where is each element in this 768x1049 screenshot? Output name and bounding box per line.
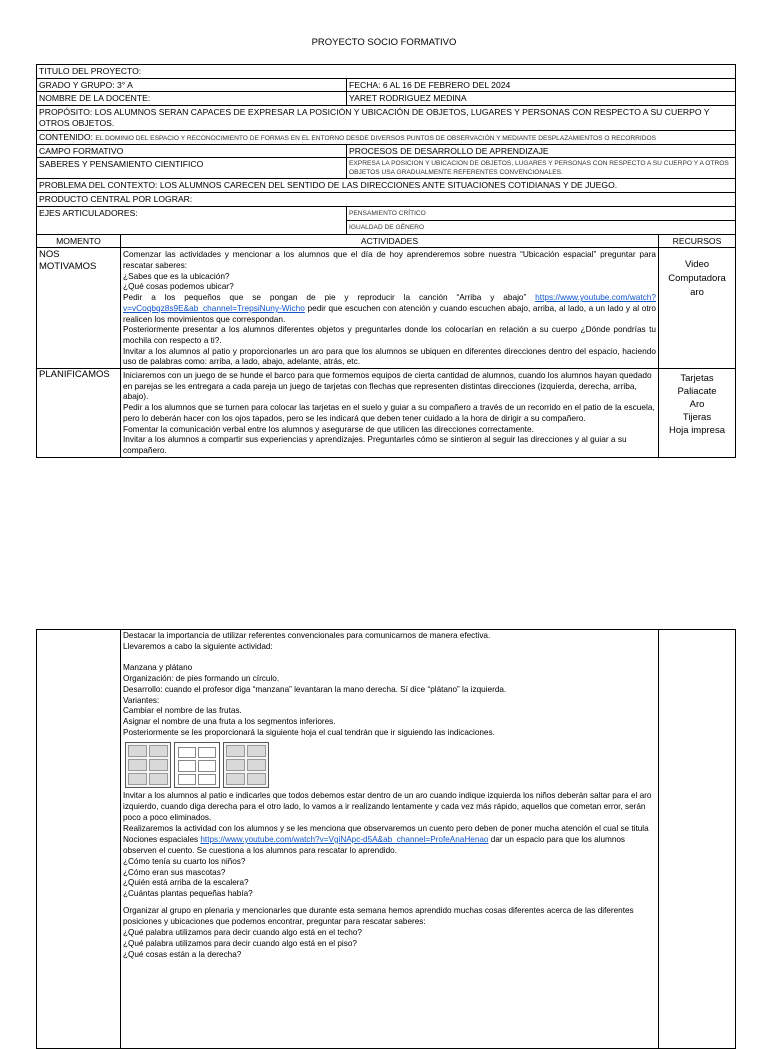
- vehicle-icon: [149, 745, 168, 757]
- eje-1: PENSAMIENTO CRÍTICO: [347, 207, 735, 221]
- paragraph: Pedir a los alumnos que se turnen para colocar las tarjetas en el suelo y guiar a su compañero a través de un recorrido en el patio de la escuela, pero lo deberán hacer con los ojos tapados, pero se les indicará que deben tener cuidado a la hora de dirigir a su compañero.: [123, 402, 655, 423]
- paragraph: Asignar el nombre de una fruta a los segmentos inferiores.: [123, 717, 336, 727]
- saberes-label: SABERES Y PENSAMIENTO CIENTIFICO: [37, 158, 347, 179]
- row-problema: [37, 179, 736, 193]
- cuento-link[interactable]: https://www.youtube.com/watch?v=VgiNApc-d5A&ab_channel=ProfeAnaHenao: [200, 834, 489, 844]
- paragraph: Organizar al grupo en plenaria y mencionarles que durante esta semana hemos aprendido muchas cosas diferentes acerca de las diferentes posiciones y ubicaciones que podemos encontrar, preguntar para rescatar saberes:: [123, 906, 634, 927]
- worksheet-right-panel: [223, 742, 269, 788]
- question: ¿Cómo eran sus mascotas?: [123, 867, 226, 877]
- row-grado: [37, 78, 736, 92]
- question: ¿Qué palabra utilizamos para decir cuando algo está en el piso?: [123, 938, 357, 948]
- question: ¿Qué cosas están a la derecha?: [123, 949, 242, 959]
- momento-line: NOS: [39, 249, 60, 261]
- row-campo: [37, 144, 736, 158]
- fecha-cell: FECHA: 6 AL 16 DE FEBRERO DEL 2024: [347, 78, 736, 92]
- paragraph-text: pedir que escuchen con atención y cuando escuchen abajo, arriba, al lado, a un lado y al otro realicen los movimientos que correspondan.: [123, 302, 656, 324]
- vehicle-icon: [128, 745, 147, 757]
- animal-icon: [247, 745, 266, 757]
- animal-icon: [247, 759, 266, 771]
- recurso-item: Tijeras: [682, 412, 712, 424]
- campo-label: CAMPO FORMATIVO: [37, 144, 347, 158]
- paragraph-text: Pedir a los pequeños que se pongan de pie y reproducir la canción “Arriba y abajo”: [123, 292, 527, 303]
- paragraph: Invitar a los alumnos a compartir sus experiencias y aprendizajes. Preguntarles cómo se sintieron al seguir las direcciones y al guiar a su compañero.: [123, 434, 627, 455]
- ejes-label: EJES ARTICULADORES:: [37, 206, 347, 234]
- paragraph: Llevaremos a cabo la siguiente actividad:: [123, 641, 273, 651]
- docente-value: YARET RODRIGUEZ MEDINA: [347, 92, 736, 106]
- momento-motivamos: [37, 248, 121, 369]
- col-actividades: ACTIVIDADES: [121, 234, 659, 248]
- actividades-planificamos: [121, 369, 659, 458]
- momento-line: MOTIVAMOS: [39, 261, 97, 273]
- recursos-empty: [659, 630, 736, 1049]
- row-producto: [37, 192, 736, 206]
- paragraph: Invitar a los alumnos al patio e indicarles que todos debemos estar dentro de un aro cuando indique izquierda los niños deberán saltar para el aro izquierdo, cuando diga derecha para el otro lado, lo vamos a ir realizando lentamente y cada vez más rápido, aquellos que cometan error, serán poco a poco eliminados.: [123, 791, 652, 822]
- paragraph: Posteriormente presentar a los alumnos diferentes objetos y preguntarles donde los colocarían en relación a su cuerpo ¿Dónde pondrías tu mochila con respecto a ti?.: [123, 324, 656, 345]
- col-momento: MOMENTO: [37, 234, 121, 248]
- recurso-item: Hoja impresa: [669, 425, 725, 437]
- animal-icon: [226, 759, 245, 771]
- recurso-item: aro: [690, 287, 704, 299]
- procesos-value: EXPRESA LA POSICION Y UBICACION DE OBJETOS, LUGARES Y PERSONAS CON RESPECTO A SU CUERPO Y A OTROS OBJETOS USA GRADUALMENTE REFERENTES CONVENCIONALES.: [347, 158, 736, 179]
- paragraph: Destacar la importancia de utilizar referentes convencionales para comunicarnos de manera efectiva.: [123, 631, 491, 640]
- spacer: [123, 653, 656, 663]
- worksheet-image: [125, 742, 656, 788]
- contenido-value: EL DOMINIO DEL ESPACIO Y RECONOCIMIENTO DE FORMAS EN EL ENTORNO DESDE DIVERSOS PUNTOS DE OBSERVACIÓN Y MEDIANTE DESPLAZAMIENTOS O RECORRIDOS: [95, 134, 657, 142]
- procesos-label: PROCESOS DE DESARROLLO DE APRENDIZAJE: [347, 144, 736, 158]
- row-docente: [37, 92, 736, 106]
- row-ejes: [37, 206, 736, 234]
- project-table: [36, 64, 736, 458]
- recurso-item: Computadora: [668, 273, 726, 285]
- paragraph-text: dar un espacio para que los alumnos observen el cuento. Se cuestiona a los alumnos para rescatar lo aprendido.: [123, 834, 626, 855]
- recurso-item: Paliacate: [677, 386, 717, 398]
- animal-icon: [226, 773, 245, 785]
- col-recursos: RECURSOS: [659, 234, 736, 248]
- paragraph-text: Realizaremos la actividad con los alumnos y se les menciona que observaremos un cuento pero deben de poner mucha atención el cual se titula Nociones espaciales: [123, 823, 649, 844]
- recurso-item: Video: [684, 259, 710, 271]
- recurso-item: Aro: [689, 399, 705, 411]
- paragraph: Invitar a los alumnos al patio y proporcionarles un aro para que los alumnos se ubiquen en diferentes direcciones dentro del espacio, haciendo uso de palabras como: arriba, a lado, abajo, adelante, atrás, etc.: [123, 345, 656, 367]
- paragraph: Organización: de pies formando un círculo.: [123, 673, 280, 683]
- continuation-table: [36, 629, 736, 1049]
- worksheet-middle-panel: [174, 742, 220, 788]
- grado-cell: GRADO Y GRUPO: 3° A: [37, 78, 347, 92]
- row-proposito: [37, 106, 736, 130]
- contenido-cell: [37, 130, 736, 144]
- momento-planificamos: PLANIFICAMOS: [37, 369, 121, 458]
- producto-cell: PRODUCTO CENTRAL POR LOGRAR:: [37, 192, 736, 206]
- paragraph: [123, 292, 656, 324]
- row-titulo: [37, 65, 736, 79]
- question: ¿Cuántas plantas pequeñas había?: [123, 889, 253, 899]
- paragraph: Comenzar las actividades y mencionar a los alumnos que el día de hoy aprenderemos sobre nuestra “Ubicación espacial” preguntar para rescatar saberes:: [123, 249, 656, 271]
- row-motivamos: [37, 248, 736, 369]
- question: ¿Qué palabra utilizamos para decir cuando algo está en el techo?: [123, 928, 362, 938]
- docente-label: NOMBRE DE LA DOCENTE:: [37, 92, 347, 106]
- actividades-motivamos: [121, 248, 659, 369]
- worksheet-left-panel: [125, 742, 171, 788]
- question: ¿Quién está arriba de la escalera?: [123, 878, 249, 888]
- game-title: Manzana y plátano: [123, 662, 193, 672]
- paragraph: [123, 824, 656, 857]
- vehicle-icon: [149, 773, 168, 785]
- question: ¿Cómo tenía su cuarto los niños?: [123, 856, 246, 866]
- question: ¿Sabes que es la ubicación?: [123, 270, 230, 281]
- row-saberes: [37, 158, 736, 179]
- titulo-cell: TITULO DEL PROYECTO:: [37, 65, 736, 79]
- vehicle-icon: [128, 759, 147, 771]
- row-continuation: [37, 630, 736, 1049]
- paragraph: Cambiar el nombre de las frutas.: [123, 706, 242, 716]
- document-title: PROYECTO SOCIO FORMATIVO: [311, 37, 457, 48]
- row-contenido: [37, 130, 736, 144]
- ejes-values: [347, 206, 736, 234]
- contenido-label: CONTENIDO:: [39, 131, 93, 142]
- proposito-cell: PROPÓSITO: LOS ALUMNOS SERAN CAPACES DE EXPRESAR LA POSICIÓN Y UBICACIÓN DE OBJETOS, LUGARES Y PERSONAS CON RESPECTO A SU CUERPO Y OTROS OBJETOS.: [37, 106, 736, 130]
- eje-2: IGUALDAD DE GÉNERO: [349, 223, 425, 231]
- actividades-continuation: [121, 630, 659, 1049]
- row-planificamos: [37, 369, 736, 458]
- paragraph: Posteriormente se les proporcionará la siguiente hoja el cual tendrán que ir siguiendo las indicaciones.: [123, 728, 495, 738]
- vehicle-icon: [128, 773, 147, 785]
- paragraph: Iniciaremos con un juego de se hunde el barco para que formemos equipos de cierta cantidad de alumnos, cuando los alumnos hayan quedado en parejas se les entregara a cada pareja un juego de tarjetas con flechas que representen distintas direcciones (izquierda, derecha, arriba, abajo).: [123, 370, 652, 402]
- recursos-motivamos: [659, 248, 736, 369]
- momento-empty: [37, 630, 121, 1049]
- recursos-planificamos: [659, 369, 736, 458]
- paragraph: Fomentar la comunicación verbal entre los alumnos y asegurarse de que utilicen las direcciones correctamente.: [123, 423, 534, 434]
- song-link[interactable]: https://www.youtube.com/watch?v=vCoqbqz8s9E&ab_channel=TrepsiNuny-Wicho: [123, 292, 656, 313]
- paragraph: Desarrollo: cuando el profesor diga “manzana” levantaran la mano derecha. Sí dice “plátano” la izquierda.: [123, 684, 507, 694]
- paragraph: Variantes:: [123, 695, 160, 705]
- animal-icon: [226, 745, 245, 757]
- vehicle-icon: [149, 759, 168, 771]
- question: ¿Qué cosas podemos ubicar?: [123, 281, 234, 292]
- recurso-item: Tarjetas: [680, 373, 714, 385]
- row-columns: [37, 234, 736, 248]
- animal-icon: [247, 773, 266, 785]
- problema-cell: PROBLEMA DEL CONTEXTO: LOS ALUMNOS CARECEN DEL SENTIDO DE LAS DIRECCIONES ANTE SITUACIONES COTIDIANAS Y DE JUEGO.: [37, 179, 736, 193]
